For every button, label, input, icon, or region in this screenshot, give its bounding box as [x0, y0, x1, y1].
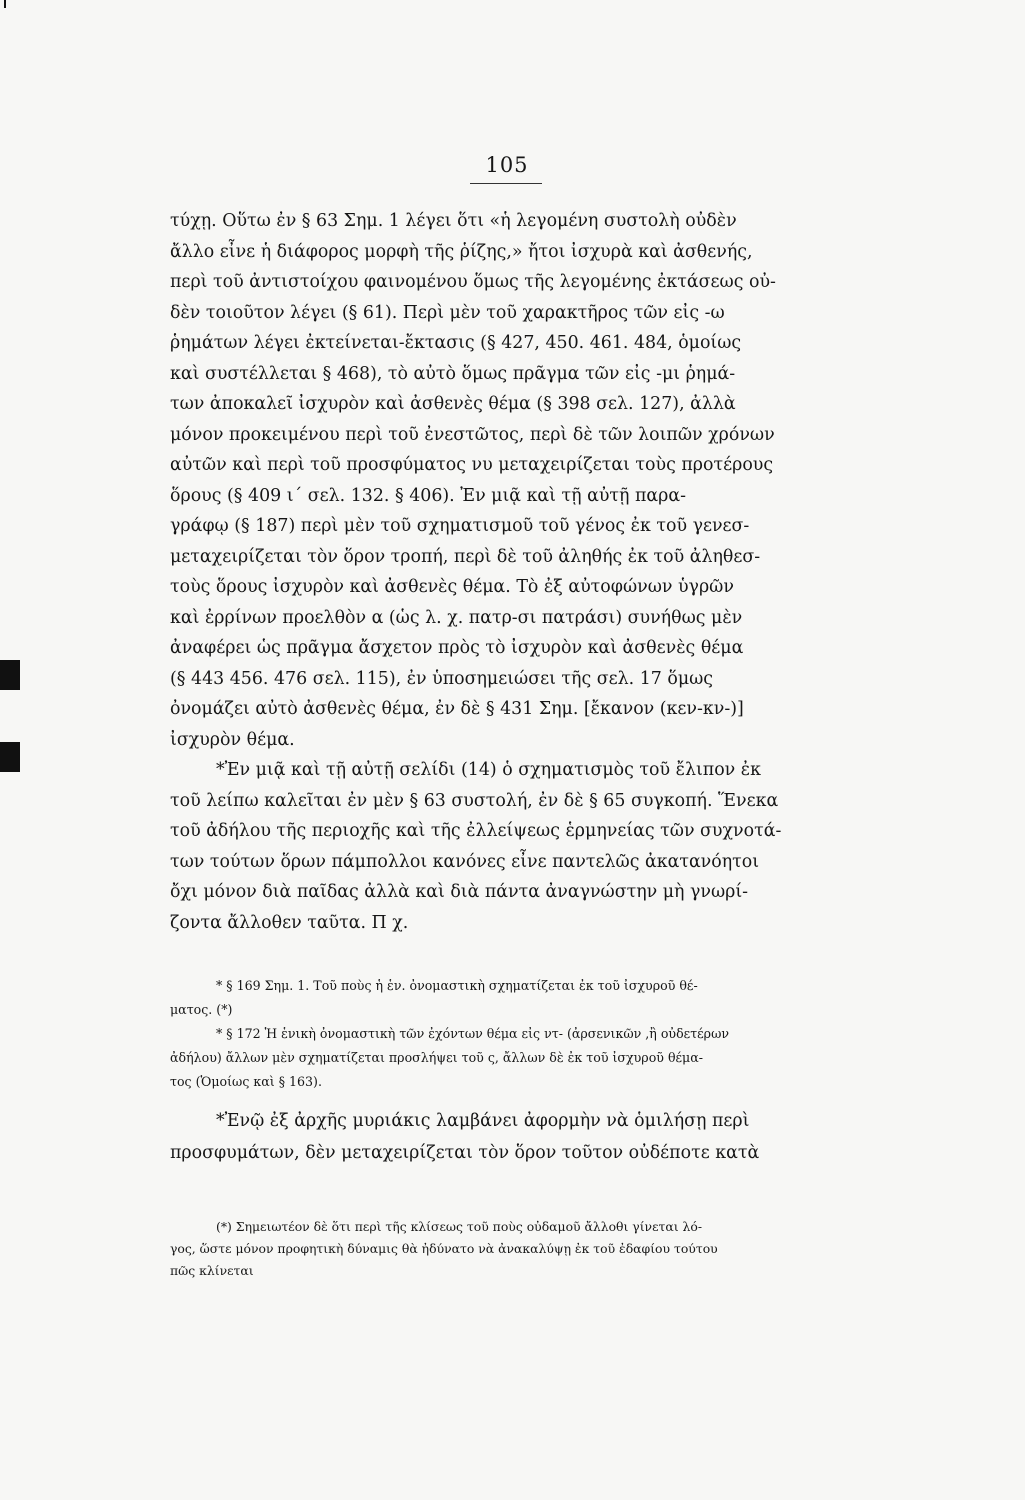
margin-mark	[0, 660, 20, 690]
text-line: γράφῳ (§ 187) περὶ μὲν τοῦ σχηματισμοῦ τοῦ γένος ἐκ τοῦ γενεσ-	[170, 516, 750, 536]
margin-mark	[0, 742, 20, 772]
text-line: *Ἐν μιᾷ καὶ τῇ αὐτῇ σελίδι (14) ὁ σχηματισμὸς τοῦ ἔλιπον ἐκ	[216, 760, 761, 780]
text-line: ἄλλο εἶνε ἡ διάφορος μορφὴ τῆς ῥίζης,» ἤτοι ἰσχυρὰ καὶ ἀσθενής,	[170, 241, 753, 262]
page-number-rule	[470, 183, 542, 184]
text-line: τύχῃ. Οὕτω ἐν § 63 Σημ. 1 λέγει ὅτι «ἡ λεγομένη συστολὴ οὐδὲν	[170, 211, 737, 231]
text-line: ὅρους (§ 409 ι΄ σελ. 132. § 406). Ἐν μιᾷ καὶ τῇ αὐτῇ παρα-	[170, 485, 686, 506]
text-line: τοῦ ἀδήλου τῆς περιοχῆς καὶ τῆς ἐλλείψεως ἑρμηνείας τῶν συχνοτά-	[170, 821, 782, 841]
text-line: των ἀποκαλεῖ ἰσχυρὸν καὶ ἀσθενὲς θέμα (§ 398 σελ. 127), ἀλλὰ	[170, 394, 736, 414]
inline-notes	[170, 974, 842, 1094]
edge-mark	[4, 0, 6, 8]
text-line: ἰσχυρὸν θέμα.	[170, 729, 295, 750]
note-line: * § 172 Ἡ ἑνικὴ ὀνομαστικὴ τῶν ἐχόντων θέμα εἰς ντ- (ἀρσενικῶν ,ἢ οὐδετέρων	[216, 1026, 730, 1041]
text-line: περὶ τοῦ ἀντιστοίχου φαινομένου ὅμως τῆς λεγομένης ἐκτάσεως οὐ-	[170, 272, 776, 292]
page-number: 105	[485, 153, 529, 177]
text-line: μόνον προκειμένου περὶ τοῦ ἐνεστῶτος, περὶ δὲ τῶν λοιπῶν χρόνων	[170, 424, 775, 445]
text-line: ὀνομάζει αὐτὸ ἀσθενὲς θέμα, ἐν δὲ § 431 Σημ. [ἔκανον (κεν-κν-)]	[170, 699, 744, 719]
text-line: προσφυμάτων, δὲν μεταχειρίζεται τὸν ὅρον τοῦτον οὐδέποτε κατὰ	[170, 1143, 760, 1163]
note-line: ματος. (*)	[170, 1002, 233, 1017]
footnote-line: γος, ὥστε μόνον προφητικὴ δύναμις θὰ ἠδύνατο νὰ ἀνακαλύψῃ ἐκ τοῦ ἐδαφίου τούτου	[170, 1241, 718, 1256]
text-line: ῥημάτων λέγει ἐκτείνεται-ἔκτασις (§ 427, 450. 461. 484, ὁμοίως	[170, 333, 742, 353]
main-text-continued	[170, 1105, 842, 1169]
text-line: ἀναφέρει ὡς πρᾶγμα ἄσχετον πρὸς τὸ ἰσχυρὸν καὶ ἀσθενὲς θέμα	[170, 638, 744, 658]
text-line: ὄχι μόνον διὰ παῖδας ἀλλὰ καὶ διὰ πάντα ἀναγνώστην μὴ γνωρί-	[170, 882, 749, 902]
note-line: * § 169 Σημ. 1. Τοῦ ποὺς ἡ ἑν. ὀνομαστικὴ σχηματίζεται ἐκ τοῦ ἰσχυροῦ θέ-	[216, 978, 698, 993]
footnote	[170, 1216, 842, 1282]
text-line: ζοντα ἄλλοθεν ταῦτα. Π χ.	[170, 912, 409, 933]
main-text	[170, 206, 842, 938]
text-line: τοὺς ὅρους ἰσχυρὸν καὶ ἀσθενὲς θέμα. Τὸ ἐξ αὐτοφώνων ὑγρῶν	[170, 577, 734, 597]
text-line: καὶ ἐρρίνων προελθὸν α (ὡς λ. χ. πατρ-σι πατράσι) συνήθως μὲν	[170, 607, 743, 628]
note-line: ἀδήλου) ἄλλων μὲν σχηματίζεται προσλήψει τοῦ ς, ἄλλων δὲ ἐκ τοῦ ἰσχυροῦ θέμα-	[170, 1050, 703, 1065]
text-line: (§ 443 456. 476 σελ. 115), ἐν ὑποσημειώσει τῆς σελ. 17 ὅμως	[170, 668, 714, 689]
note-line: τος (Ὁμοίως καὶ § 163).	[170, 1074, 322, 1089]
text-line: τοῦ λείπω καλεῖται ἐν μὲν § 63 συστολή, ἐν δὲ § 65 συγκοπή. Ἕνεκα	[170, 790, 779, 811]
text-line: δὲν τοιοῦτον λέγει (§ 61). Περὶ μὲν τοῦ χαρακτῆρος τῶν εἰς -ω	[170, 302, 725, 323]
text-line: των τούτων ὅρων πάμπολλοι κανόνες εἶνε παντελῶς ἀκατανόητοι	[170, 851, 760, 872]
text-line: μεταχειρίζεται τὸν ὅρον τροπή, περὶ δὲ τοῦ ἀληθής ἐκ τοῦ ἀληθεσ-	[170, 546, 761, 567]
text-line: αὐτῶν καὶ περὶ τοῦ προσφύματος νυ μεταχειρίζεται τοὺς προτέρους	[170, 455, 774, 475]
text-line: *Ἐνῷ ἐξ ἀρχῆς μυριάκις λαμβάνει ἀφορμὴν νὰ ὁμιλήσῃ περὶ	[216, 1111, 750, 1131]
footnote-line: πῶς κλίνεται	[170, 1263, 254, 1278]
footnote-line: (*) Σημειωτέον δὲ ὅτι περὶ τῆς κλίσεως τοῦ ποὺς οὐδαμοῦ ἄλλοθι γίνεται λό-	[216, 1219, 703, 1234]
text-line: καὶ συστέλλεται § 468), τὸ αὐτὸ ὅμως πρᾶγμα τῶν εἰς -μι ῥημά-	[170, 363, 736, 384]
